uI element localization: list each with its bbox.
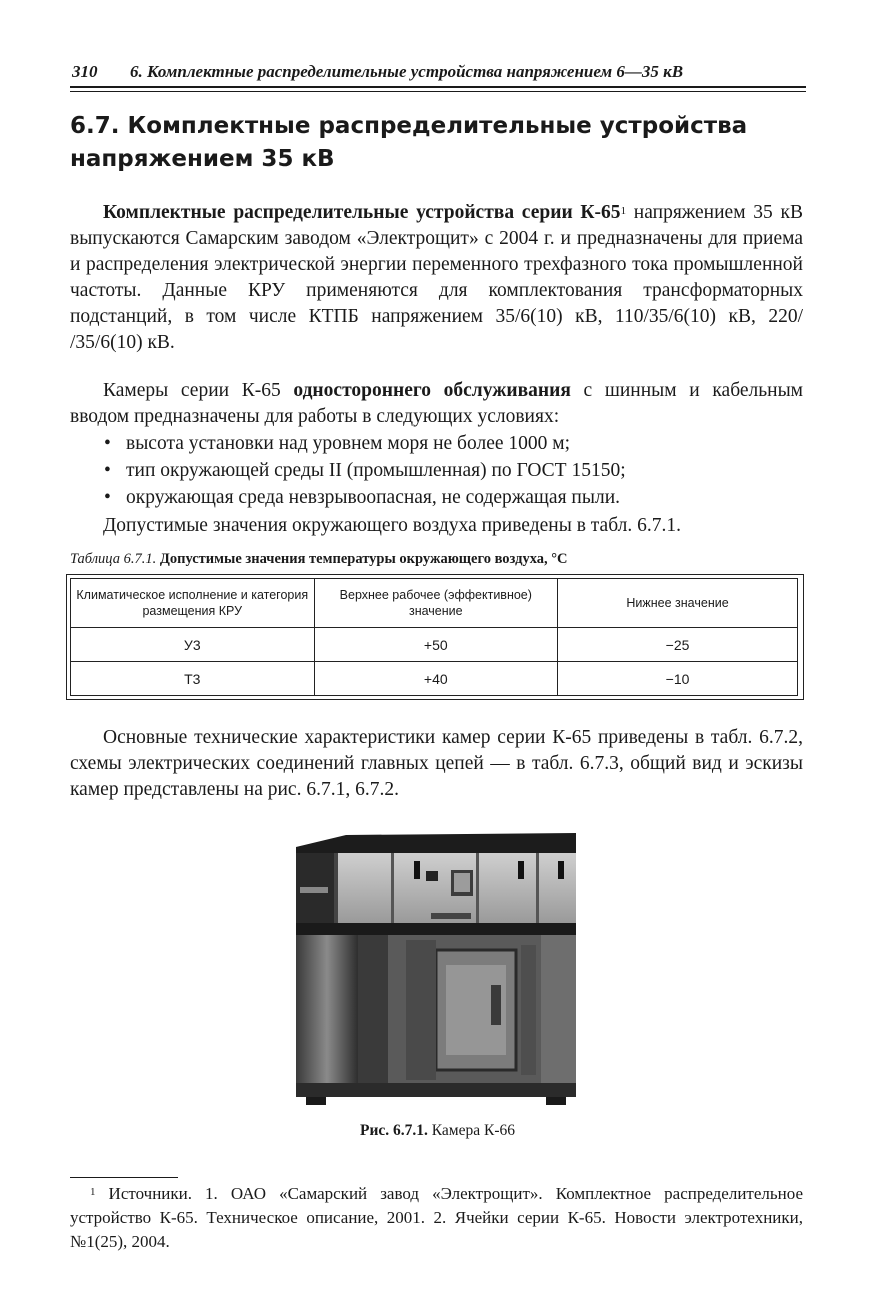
table-caption-number: Таблица 6.7.1. bbox=[70, 551, 157, 567]
switchgear-photo bbox=[286, 825, 588, 1107]
header-rule-thick bbox=[70, 86, 806, 88]
figure-caption bbox=[0, 1122, 875, 1140]
paragraph-table-ref: Допустимые значения окружающего воздуха приведены в табл. 6.7.1. bbox=[103, 515, 681, 536]
conditions-rest: с шинным и кабельным вводом предназначены для работы в следующих условиях: bbox=[70, 380, 804, 427]
list-item: • тип окружающей среды II (промышленная) по ГОСТ 15150; bbox=[104, 457, 804, 484]
table-header-cell: Климатическое исполнение и категория размещения КРУ bbox=[71, 579, 315, 628]
table-cell: Т3 bbox=[71, 662, 315, 696]
chapter-title: 6. Комплектные распределительные устройства напряжением 6—35 кВ bbox=[130, 62, 684, 81]
table-cell: У3 bbox=[71, 628, 315, 662]
intro-bold: Комплектные распределительные устройства серии К-65 bbox=[103, 202, 621, 223]
page-number: 310 bbox=[72, 62, 98, 81]
paragraph-conditions bbox=[70, 378, 803, 430]
table-frame bbox=[66, 574, 804, 700]
intro-rest: напряжением 35 кВ выпускаются Самарским заводом «Электрощит» с 2004 г. и предназначены для приема и распределения электрической энергии переменного трехфазного тока промышленной частоты. Данные КРУ применяются для комплектования трансформаторных подстанций, в том числе КТПБ напряжением 35/6(10) кВ, 110/35/6(10) кВ, 220/ /35/6(10) кВ. bbox=[70, 202, 803, 353]
section-title-line2: напряжением 35 кВ bbox=[70, 146, 335, 172]
list-item: • высота установки над уровнем моря не более 1000 м; bbox=[104, 430, 804, 457]
table-caption-text: Допустимые значения температуры окружающего воздуха, °С bbox=[159, 551, 568, 567]
section-title-line1: 6.7. Комплектные распределительные устройства bbox=[70, 113, 748, 139]
footnote-text: Источники. 1. ОАО «Самарский завод «Электрощит». Комплектное распределительное устройство К-65. Техническое описание, 2001. 2. Ячейки серии К-65. Новости электротехники, №1(25), 2004. bbox=[70, 1184, 803, 1251]
conditions-list bbox=[104, 430, 804, 511]
footnote-mark: 1 bbox=[90, 1186, 96, 1198]
footnote bbox=[70, 1182, 803, 1254]
table-row bbox=[71, 662, 798, 696]
table-cell: +50 bbox=[314, 628, 558, 662]
table-cell: −10 bbox=[558, 662, 798, 696]
temperature-table bbox=[70, 578, 798, 696]
table-header-row bbox=[71, 579, 798, 628]
section-title bbox=[70, 110, 770, 176]
conditions-start: Камеры серии К-65 bbox=[103, 380, 294, 401]
footnote-ref[interactable]: 1 bbox=[620, 205, 627, 217]
table-cell: −25 bbox=[558, 628, 798, 662]
list-item: • окружающая среда невзрывоопасная, не содержащая пыли. bbox=[104, 484, 804, 511]
footnote-rule bbox=[70, 1177, 178, 1178]
paragraph-characteristics: Основные технические характеристики камер серии К-65 приведены в табл. 6.7.2, схемы электрических соединений главных цепей — в табл. 6.7.3, общий вид и эскизы камер представлены на рис. 6.7.1, 6.7.2. bbox=[70, 727, 803, 800]
figure-caption-text: Камера К-66 bbox=[427, 1122, 515, 1139]
figure-caption-label: Рис. 6.7.1. bbox=[360, 1122, 428, 1139]
table-caption bbox=[70, 551, 810, 568]
table-header-cell: Верхнее рабочее (эффективное) значение bbox=[314, 579, 558, 628]
table-cell: +40 bbox=[314, 662, 558, 696]
table-header-cell: Нижнее значение bbox=[558, 579, 798, 628]
paragraph-intro bbox=[70, 200, 803, 356]
running-header bbox=[72, 62, 802, 82]
header-rule-thin bbox=[70, 91, 806, 92]
table-row bbox=[71, 628, 798, 662]
conditions-bold: одностороннего обслуживания bbox=[293, 380, 571, 401]
